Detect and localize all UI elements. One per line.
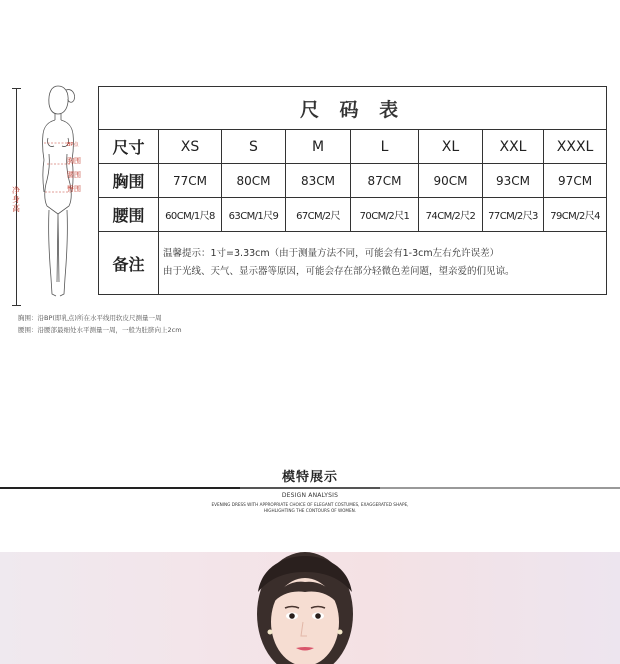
size-row	[99, 130, 607, 164]
waist-cell: 77CM/2尺3	[483, 198, 544, 232]
size-cell: XXXL	[544, 130, 607, 164]
size-table	[98, 86, 607, 295]
hip-figure-label: 臀围	[67, 185, 81, 193]
bust-footnote: 胸围：沿BP(即乳点)所在水平线用软皮尺测量一周	[18, 314, 162, 322]
height-label: 净身高	[12, 186, 20, 213]
waist-cell: 74CM/2尺2	[419, 198, 483, 232]
waist-cell: 63CM/1尺9	[222, 198, 286, 232]
waist-cell: 79CM/2尺4	[544, 198, 607, 232]
model-photo	[0, 552, 620, 664]
size-chart	[10, 82, 610, 312]
waist-row	[99, 198, 607, 232]
size-cell: XS	[159, 130, 222, 164]
model-portrait-image	[0, 552, 620, 664]
showcase-title: 模特展示	[281, 470, 338, 485]
bust-cell: 80CM	[222, 164, 286, 198]
bust-cell: 97CM	[544, 164, 607, 198]
body-measurement-figure	[10, 82, 102, 312]
note-line: 温馨提示：1寸=3.33cm（由于测量方法不同，可能会有1-3cm左右允许误差）	[163, 248, 500, 259]
waist-cell: 60CM/1尺8	[159, 198, 222, 232]
waist-row-header: 腰围	[99, 198, 159, 232]
bust-row	[99, 164, 607, 198]
showcase-description	[0, 502, 620, 514]
showcase-subtitle: DESIGN ANALYSIS	[281, 492, 339, 499]
description-line: EVENING DRESS WITH APPROPRIATE CHOICE OF ELEGANT COSTUMES, EXAGGERATED SHAPE,	[211, 502, 409, 507]
bust-figure-label: 胸围	[67, 157, 81, 165]
bust-cell: 77CM	[159, 164, 222, 198]
size-row-header: 尺寸	[99, 130, 159, 164]
bust-cell: 83CM	[286, 164, 351, 198]
bust-cell: 90CM	[419, 164, 483, 198]
waist-cell: 70CM/2尺1	[351, 198, 419, 232]
note-line: 由于光线、天气、显示器等原因，可能会存在部分轻微色差问题，望亲爱的们见谅。	[163, 266, 515, 277]
height-tick-bottom	[12, 305, 21, 306]
size-cell: L	[351, 130, 419, 164]
description-line: HIGHLIGHTING THE CONTOURS OF WOMEN.	[263, 508, 357, 513]
section-divider-center	[240, 487, 380, 489]
section-divider-right	[380, 487, 620, 489]
size-cell: XXL	[483, 130, 544, 164]
size-table-title: 尺 码 表	[99, 87, 607, 130]
bust-cell: 87CM	[351, 164, 419, 198]
bust-row-header: 胸围	[99, 164, 159, 198]
notes-row-header: 备注	[99, 232, 159, 295]
size-cell: XL	[419, 130, 483, 164]
bust-cell: 93CM	[483, 164, 544, 198]
notes-cell	[159, 232, 607, 295]
size-cell: S	[222, 130, 286, 164]
female-body-outline-icon	[22, 82, 82, 312]
bp-label: BP点	[67, 142, 79, 148]
notes-row	[99, 232, 607, 295]
measurement-footnotes	[18, 312, 182, 336]
height-tick-top	[12, 88, 21, 89]
section-divider-left	[0, 487, 240, 489]
waist-figure-label: 腰围	[67, 171, 81, 179]
waist-footnote: 腰围：沿腰部最细处水平测量一周，一般为肚脐向上2cm	[18, 326, 182, 334]
waist-cell: 67CM/2尺	[286, 198, 351, 232]
size-cell: M	[286, 130, 351, 164]
